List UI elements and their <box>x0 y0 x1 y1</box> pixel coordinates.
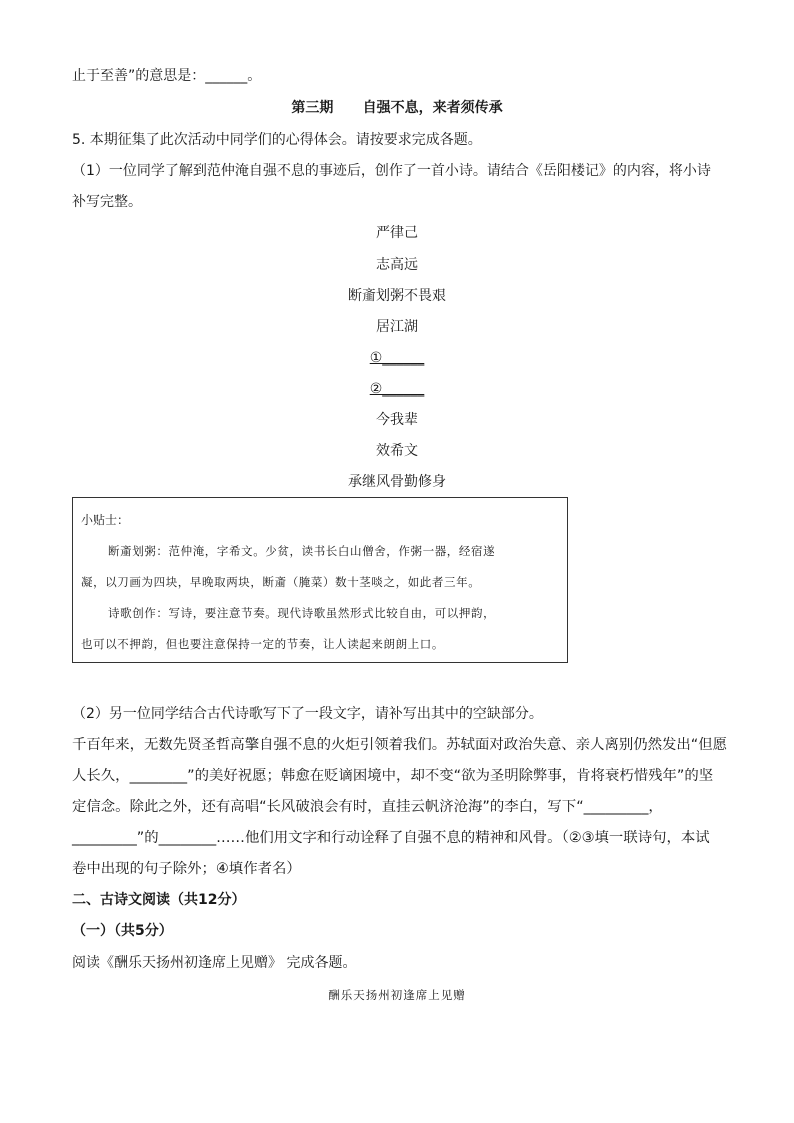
poem-line-2: 志高远 <box>376 257 418 273</box>
section-heading: 第三期 自强不息，来者须传承 <box>291 100 503 116</box>
paragraph-line-1: 千百年来，无数先贤圣哲高擎自强不息的火炬引领着我们。苏轼面对政治失意、亲人离别仍然发出“但愿 <box>72 737 728 753</box>
poem-line-1: 严律己 <box>376 225 418 241</box>
part-2-heading: 二、古诗文阅读（共12分） <box>72 892 246 908</box>
poem-blank-2[interactable] <box>297 379 497 399</box>
poem-blank-2-text: ②______ <box>369 381 425 397</box>
tips-p2-line-2: 也可以不押韵，但也要注意保持一定的节奏，让人读起来朗朗上口。 <box>81 637 444 651</box>
poem-line-5: 今我辈 <box>376 412 418 428</box>
question-5-1-line-1: （1）一位同学了解到范仲淹自强不息的事迹后，创作了一首小诗。请结合《岳阳楼记》的内容，将小诗 <box>72 163 711 179</box>
poem-line-6: 效希文 <box>376 443 418 459</box>
poem-blank-1-text: ①______ <box>369 350 425 366</box>
paragraph-line-4: _________”的________……他们用文字和行动诠释了自强不息的精神和风骨。（②③填一联诗句，本试 <box>72 830 710 846</box>
tips-p1-line-1: 断齑划粥：范仲淹，字希文。少贫，读书长白山僧舍，作粥一器，经宿遂 <box>108 544 496 558</box>
poem-line-3: 断齑划粥不畏艰 <box>348 288 446 304</box>
tips-p2-line-1: 诗歌创作：写诗，要注意节奏。现代诗歌虽然形式比较自由，可以押韵， <box>108 606 496 620</box>
poem-title: 酬乐天扬州初逢席上见赠 <box>328 988 466 1002</box>
tips-title: 小贴士： <box>81 513 130 527</box>
poem-line-4: 居江湖 <box>376 319 418 335</box>
tips-box <box>72 497 568 663</box>
paragraph-line-3: 定信念。除此之外，还有高唱“长风破浪会有时，直挂云帆济沧海”的李白，写下“_________， <box>72 799 663 815</box>
poem-line-7: 承继风骨勤修身 <box>348 474 446 490</box>
intro-line: 止于至善”的意思是：______。 <box>72 68 262 84</box>
paragraph-line-2: 人长久，________”的美好祝愿；韩愈在贬谪困境中，却不变“欲为圣明除弊事，肯将衰朽惜残年”的坚 <box>72 768 714 784</box>
question-5-2-stem: （2）另一位同学结合古代诗歌写下了一段文字，请补写出其中的空缺部分。 <box>72 706 543 722</box>
paragraph-line-5: 卷中出现的句子除外；④填作者名） <box>72 861 301 877</box>
part-2-sub-heading: （一）（共5分） <box>72 923 173 939</box>
part-2-instruction: 阅读《酬乐天扬州初逢席上见赠》 完成各题。 <box>72 955 357 971</box>
poem-blank-1[interactable] <box>297 348 497 368</box>
tips-p1-line-2: 凝，以刀画为四块，早晚取两块，断齑（腌菜）数十茎啖之，如此者三年。 <box>81 575 481 589</box>
question-5-stem: 5. 本期征集了此次活动中同学们的心得体会。请按要求完成各题。 <box>72 132 482 148</box>
question-5-1-line-2: 补写完整。 <box>72 194 142 210</box>
